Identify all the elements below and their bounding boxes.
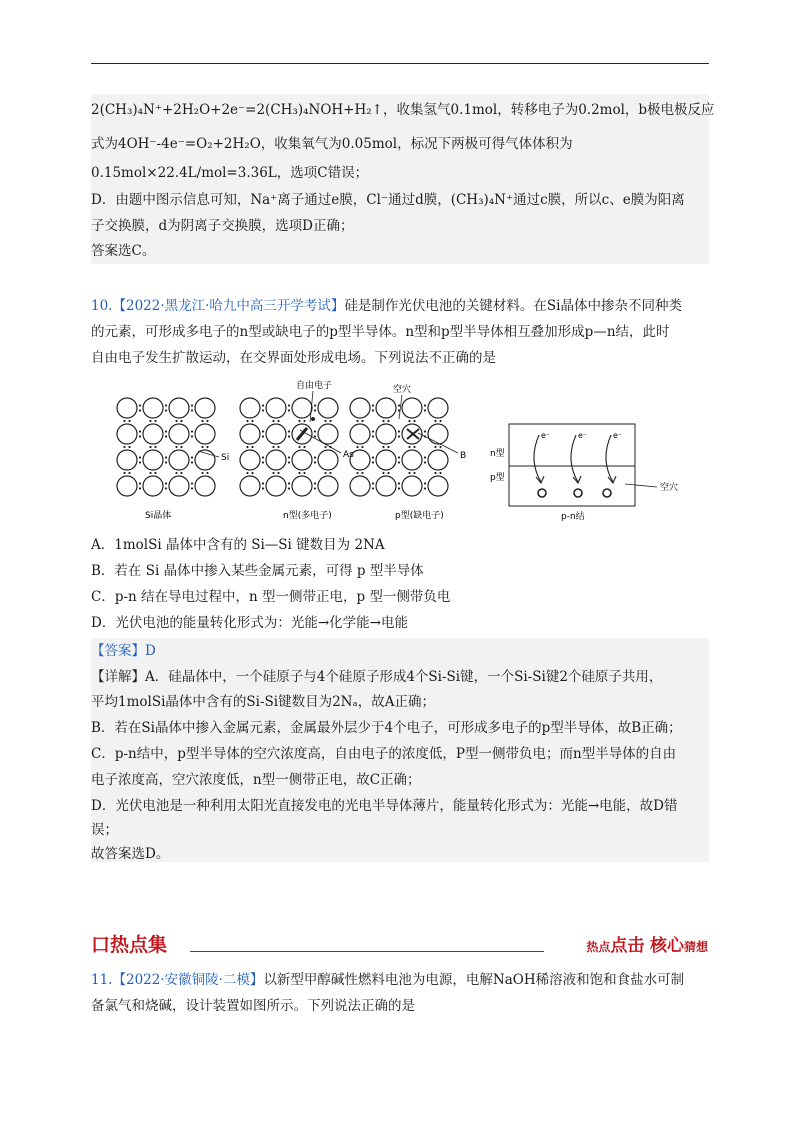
atom bbox=[143, 398, 163, 418]
atom bbox=[350, 476, 370, 496]
bond-electron bbox=[298, 446, 300, 448]
bond-electron bbox=[175, 446, 177, 448]
atom bbox=[318, 424, 338, 444]
header-rule bbox=[91, 63, 709, 64]
label-hole-2: 空穴 bbox=[660, 483, 679, 493]
prev-line-1: 2(CH₃)₄N⁺+2H₂O+2e⁻=2(CH₃)₄NOH+H₂↑，收集氢气0.1mol，转移电子为0.2mol，b极电极反应 bbox=[91, 102, 715, 118]
atom bbox=[350, 398, 370, 418]
bond-electron bbox=[398, 430, 400, 432]
bond-electron bbox=[251, 472, 253, 474]
q10-detail-line-3: B．若在Si晶体中掺入金属元素，金属最外层少于4个电子，可形成多电子的p型半导体，故B正确； bbox=[91, 720, 682, 736]
q10-detail-line-4: C．p-n结中，p型半导体的空穴浓度高，自由电子的浓度低，P型一侧带负电；而n型半导体的自由 bbox=[91, 746, 677, 762]
bond-electron bbox=[424, 430, 426, 432]
electron-symbol-2: e⁻ bbox=[578, 431, 588, 440]
atom bbox=[240, 450, 260, 470]
bond-electron bbox=[206, 446, 208, 448]
caption-si-crystal: Si晶体 bbox=[145, 511, 172, 521]
bond-electron bbox=[382, 472, 384, 474]
atom bbox=[292, 476, 312, 496]
bond-electron bbox=[372, 456, 374, 458]
bond-electron bbox=[272, 420, 274, 422]
atom bbox=[428, 398, 448, 418]
bond-electron bbox=[413, 446, 415, 448]
bond-electron bbox=[262, 404, 264, 406]
bond-electron bbox=[382, 446, 384, 448]
bond-electron bbox=[139, 404, 141, 406]
q10-stem-line-1 bbox=[91, 296, 682, 316]
atom bbox=[143, 424, 163, 444]
bond-electron bbox=[424, 461, 426, 463]
bond-electron bbox=[387, 446, 389, 448]
holes bbox=[538, 489, 611, 497]
bond-electron bbox=[191, 482, 193, 484]
si-lattice bbox=[117, 398, 215, 496]
caption-p-type: p型(缺电子) bbox=[395, 511, 444, 521]
q11-stem-line-1 bbox=[91, 970, 684, 990]
atom bbox=[266, 450, 286, 470]
bond-electron bbox=[139, 482, 141, 484]
bond-electron bbox=[191, 409, 193, 411]
atom bbox=[169, 476, 189, 496]
hot-section-tagline: 热点点击 核心猜想 bbox=[586, 936, 708, 956]
bond-electron bbox=[314, 404, 316, 406]
prev-line-5: 子交换膜，d为阴离子交换膜，选项D正确； bbox=[91, 218, 354, 234]
atom bbox=[117, 450, 137, 470]
free-electron-dot bbox=[311, 417, 315, 421]
bond-electron bbox=[372, 404, 374, 406]
bond-electron bbox=[356, 420, 358, 422]
bond-electron bbox=[372, 487, 374, 489]
label-b: B bbox=[460, 451, 467, 461]
bond-electron bbox=[191, 404, 193, 406]
bond-electron bbox=[206, 472, 208, 474]
bond-electron bbox=[165, 430, 167, 432]
bond-electron bbox=[154, 446, 156, 448]
bond-electron bbox=[277, 472, 279, 474]
answer-label: 【答案】 bbox=[91, 643, 145, 659]
atom bbox=[402, 450, 422, 470]
bond-electron bbox=[191, 456, 193, 458]
atom bbox=[169, 450, 189, 470]
bond-electron bbox=[251, 446, 253, 448]
atom bbox=[143, 450, 163, 470]
bond-electron bbox=[154, 472, 156, 474]
bond-electron bbox=[272, 472, 274, 474]
prev-line-3: 0.15mol×22.4L/mol=3.36L，选项C错误； bbox=[91, 165, 369, 181]
bond-electron bbox=[149, 472, 151, 474]
hot-section-rule bbox=[190, 951, 544, 952]
bond-electron bbox=[165, 487, 167, 489]
q10-figure bbox=[0, 378, 800, 528]
atom bbox=[169, 424, 189, 444]
bond-electron bbox=[408, 472, 410, 474]
bond-electron bbox=[139, 461, 141, 463]
bond-electron bbox=[123, 472, 125, 474]
q11-stem-line-2: 备氯气和烧碱，设计装置如图所示。下列说法正确的是 bbox=[91, 998, 415, 1014]
label-hole: 空穴 bbox=[393, 385, 412, 395]
bond-electron bbox=[139, 487, 141, 489]
bond-electron bbox=[298, 420, 300, 422]
bond-electron bbox=[434, 420, 436, 422]
atom bbox=[266, 476, 286, 496]
bond-electron bbox=[424, 487, 426, 489]
bond-electron bbox=[128, 420, 130, 422]
electron-symbol-3: e⁻ bbox=[613, 431, 623, 440]
q10-option-c: C．p-n 结在导电过程中，n 型一侧带正电，p 型一侧带负电 bbox=[91, 589, 451, 605]
bond-electron bbox=[382, 420, 384, 422]
bond-electron bbox=[424, 482, 426, 484]
bond-electron bbox=[246, 446, 248, 448]
atom bbox=[376, 450, 396, 470]
bond-electron bbox=[180, 472, 182, 474]
bond-electron bbox=[154, 420, 156, 422]
bond-electron bbox=[246, 472, 248, 474]
bond-electron bbox=[398, 482, 400, 484]
atom bbox=[292, 398, 312, 418]
bond-electron bbox=[149, 420, 151, 422]
bond-electron bbox=[356, 472, 358, 474]
q10-detail-line-6: D．光伏电池是一种利用太阳光直接发电的光电半导体薄片，能量转化形式为：光能→电能，故D错 bbox=[91, 798, 678, 814]
bond-electron bbox=[413, 472, 415, 474]
q10-detail-line-7: 误； bbox=[91, 822, 118, 838]
bond-electron bbox=[288, 461, 290, 463]
bond-electron bbox=[329, 420, 331, 422]
bond-electron bbox=[288, 435, 290, 437]
atom bbox=[402, 398, 422, 418]
bond-electron bbox=[262, 456, 264, 458]
bond-electron bbox=[262, 435, 264, 437]
bond-electron bbox=[372, 482, 374, 484]
atom bbox=[292, 450, 312, 470]
bond-electron bbox=[175, 420, 177, 422]
bond-electron bbox=[165, 409, 167, 411]
bond-electron bbox=[262, 487, 264, 489]
bond-electron bbox=[324, 420, 326, 422]
bond-electron bbox=[175, 472, 177, 474]
atom bbox=[117, 476, 137, 496]
bond-electron bbox=[165, 435, 167, 437]
label-p-type: p型 bbox=[490, 473, 505, 483]
label-free-electron: 自由电子 bbox=[296, 381, 333, 391]
detail-label: 【详解】 bbox=[91, 669, 145, 685]
bond-electron bbox=[314, 456, 316, 458]
bond-electron bbox=[434, 446, 436, 448]
bond-electron bbox=[288, 430, 290, 432]
atom bbox=[402, 476, 422, 496]
bond-electron bbox=[372, 435, 374, 437]
q10-stem-line-3: 自由电子发生扩散运动，在交界面处形成电场。下列说法不正确的是 bbox=[91, 350, 496, 366]
atom bbox=[266, 424, 286, 444]
answer-value: D bbox=[145, 643, 156, 659]
atom bbox=[376, 398, 396, 418]
bond-electron bbox=[128, 446, 130, 448]
bond-electron bbox=[180, 420, 182, 422]
bond-electron bbox=[387, 472, 389, 474]
bond-electron bbox=[356, 446, 358, 448]
caption-pn-junction: p-n结 bbox=[561, 512, 585, 522]
atom bbox=[117, 424, 137, 444]
bond-electron bbox=[324, 472, 326, 474]
bond-electron bbox=[408, 446, 410, 448]
bond-electron bbox=[288, 482, 290, 484]
bond-electron bbox=[191, 435, 193, 437]
atom bbox=[195, 424, 215, 444]
electron-symbol-1: e⁻ bbox=[541, 431, 551, 440]
bond-electron bbox=[439, 420, 441, 422]
bond-electron bbox=[201, 420, 203, 422]
bond-electron bbox=[288, 487, 290, 489]
bond-electron bbox=[398, 435, 400, 437]
bond-electron bbox=[165, 461, 167, 463]
bond-electron bbox=[201, 472, 203, 474]
atom bbox=[318, 476, 338, 496]
q10-source: 【2022·黑龙江·哈九中高三开学考试】 bbox=[112, 298, 345, 314]
bond-electron bbox=[361, 446, 363, 448]
atom bbox=[266, 398, 286, 418]
atom bbox=[428, 424, 448, 444]
q10-detail-line-1 bbox=[91, 667, 662, 687]
bond-electron bbox=[387, 420, 389, 422]
bond-electron bbox=[251, 420, 253, 422]
bond-electron bbox=[372, 430, 374, 432]
bond-electron bbox=[398, 461, 400, 463]
q10-stem-1: 硅是制作光伏电池的关键材料。在Si晶体中掺杂不同种类 bbox=[344, 298, 683, 314]
atom bbox=[318, 398, 338, 418]
atom bbox=[376, 424, 396, 444]
bond-electron bbox=[123, 446, 125, 448]
label-as: As bbox=[343, 450, 354, 460]
q11-number: 11. bbox=[91, 972, 113, 988]
q11-stem-1: 以新型甲醇碱性燃料电池为电源，电解NaOH稀溶液和饱和食盐水可制 bbox=[263, 972, 685, 988]
bond-electron bbox=[288, 456, 290, 458]
atom bbox=[240, 424, 260, 444]
bond-electron bbox=[303, 446, 305, 448]
bond-electron bbox=[439, 446, 441, 448]
atom bbox=[376, 476, 396, 496]
prev-line-2: 式为4OH⁻-4e⁻=O₂+2H₂O，收集氧气为0.05mol，标况下两极可得气体体积为 bbox=[91, 136, 573, 152]
bond-electron bbox=[262, 461, 264, 463]
bond-electron bbox=[314, 435, 316, 437]
atom bbox=[318, 450, 338, 470]
bond-electron bbox=[123, 420, 125, 422]
atom bbox=[169, 398, 189, 418]
bond-electron bbox=[361, 420, 363, 422]
bond-electron bbox=[398, 487, 400, 489]
q10-option-b: B．若在 Si 晶体中掺入某些金属元素，可得 p 型半导体 bbox=[91, 563, 424, 579]
bond-electron bbox=[314, 430, 316, 432]
bond-electron bbox=[180, 446, 182, 448]
bond-electron bbox=[324, 446, 326, 448]
bond-electron bbox=[277, 420, 279, 422]
bond-electron bbox=[408, 420, 410, 422]
atom bbox=[195, 476, 215, 496]
n-type-lattice bbox=[240, 398, 338, 496]
bond-electron bbox=[424, 409, 426, 411]
bond-electron bbox=[439, 472, 441, 474]
bond-electron bbox=[303, 472, 305, 474]
electron-arrows bbox=[534, 435, 616, 483]
bond-electron bbox=[314, 482, 316, 484]
q10-detail-line-8: 故答案选D。 bbox=[91, 846, 170, 862]
bond-electron bbox=[262, 430, 264, 432]
bond-electron bbox=[191, 430, 193, 432]
label-n-type: n型 bbox=[490, 449, 505, 459]
q10-stem-line-2: 的元素，可形成多电子的n型或缺电子的p型半导体。n型和p型半导体相互叠加形成p—n结，此时 bbox=[91, 324, 670, 340]
atom bbox=[428, 476, 448, 496]
atom bbox=[143, 476, 163, 496]
bond-electron bbox=[329, 472, 331, 474]
bond-electron bbox=[361, 472, 363, 474]
bond-electron bbox=[288, 409, 290, 411]
atom bbox=[350, 424, 370, 444]
bond-electron bbox=[206, 420, 208, 422]
bond-electron bbox=[149, 446, 151, 448]
bond-electron bbox=[128, 472, 130, 474]
bond-electron bbox=[201, 446, 203, 448]
caption-n-type: n型(多电子) bbox=[283, 511, 332, 521]
bond-electron bbox=[372, 409, 374, 411]
bond-electron bbox=[262, 482, 264, 484]
p-type-lattice bbox=[350, 398, 448, 496]
hot-section-title: 口热点集 bbox=[91, 934, 168, 956]
atom bbox=[117, 398, 137, 418]
prev-line-6: 答案选C。 bbox=[91, 243, 156, 259]
atom bbox=[428, 450, 448, 470]
bond-electron bbox=[303, 420, 305, 422]
atom bbox=[240, 476, 260, 496]
bond-electron bbox=[288, 404, 290, 406]
bond-electron bbox=[191, 461, 193, 463]
as-dopant-mark bbox=[297, 428, 307, 440]
bond-electron bbox=[139, 435, 141, 437]
bond-electron bbox=[165, 456, 167, 458]
bond-electron bbox=[139, 409, 141, 411]
q10-option-a: A．1molSi 晶体中含有的 Si—Si 键数目为 2NA bbox=[91, 537, 385, 553]
q10-detail-line-2: 平均1molSi晶体中含有的Si-Si键数目为2Nₐ，故A正确； bbox=[91, 694, 435, 710]
bond-electron bbox=[262, 409, 264, 411]
bond-electron bbox=[246, 420, 248, 422]
bond-electron bbox=[298, 472, 300, 474]
bond-electron bbox=[139, 456, 141, 458]
detail-1: A．硅晶体中，一个硅原子与4个硅原子形成4个Si-Si键，一个Si-Si键2个硅原子共用， bbox=[145, 669, 663, 685]
bond-electron bbox=[372, 461, 374, 463]
bond-electron bbox=[277, 446, 279, 448]
q11-source: 【2022·安徽铜陵·二模】 bbox=[112, 972, 264, 988]
bond-electron bbox=[314, 409, 316, 411]
prev-line-4: D．由题中图示信息可知，Na⁺离子通过e膜，Cl⁻通过d膜，(CH₃)₄N⁺通过c膜，所以c、e膜为阳离 bbox=[91, 192, 685, 208]
bond-electron bbox=[398, 456, 400, 458]
q10-detail-line-5: 电子浓度高，空穴浓度低，n型一侧带正电，故C正确； bbox=[91, 772, 421, 788]
bond-electron bbox=[434, 472, 436, 474]
bond-electron bbox=[165, 404, 167, 406]
bond-electron bbox=[165, 482, 167, 484]
q10-number: 10. bbox=[91, 298, 113, 314]
bond-electron bbox=[413, 420, 415, 422]
bond-electron bbox=[191, 487, 193, 489]
q10-answer-line bbox=[91, 641, 156, 661]
q10-option-d: D．光伏电池的能量转化形式为：光能→化学能→电能 bbox=[91, 615, 408, 631]
bond-electron bbox=[272, 446, 274, 448]
label-si: Si bbox=[221, 453, 230, 463]
bond-electron bbox=[314, 461, 316, 463]
bond-electron bbox=[398, 404, 400, 406]
atom bbox=[195, 398, 215, 418]
atom bbox=[240, 398, 260, 418]
bond-electron bbox=[314, 487, 316, 489]
bond-electron bbox=[424, 456, 426, 458]
bond-electron bbox=[139, 430, 141, 432]
bond-electron bbox=[424, 404, 426, 406]
